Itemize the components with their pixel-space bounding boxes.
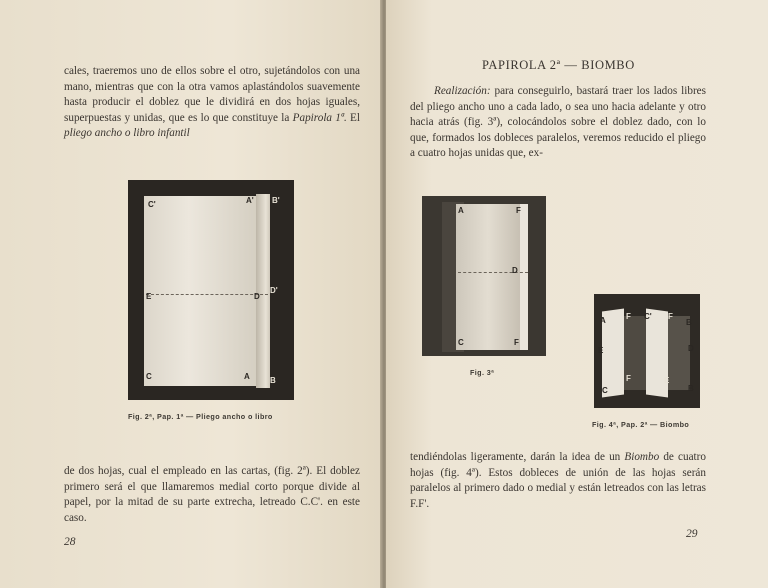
paper-sheet: [456, 204, 520, 350]
fig4-label-f-bottom: F: [626, 374, 631, 383]
fig2-label-b-prime: B': [272, 196, 280, 205]
fig2-label-a: A: [244, 372, 250, 381]
right-bottom-paragraph: tendiéndolas ligeramente, darán la idea de un Biombo de cuatro hojas (fig. 4ª). Estos dobleces de unión de las hojas serán paralelos al primero dado o medial y están letreados con las letras F.F'.: [410, 451, 706, 510]
fig2-label-e: E: [146, 292, 152, 301]
paper-sheet: [144, 196, 256, 386]
right-top-paragraph: Realización: para conseguirlo, bastará traer los lados libres del pliego ancho uno a cada lado, o sea uno hacia adelante y otro hacia atrás (fig. 3ª), colocándolos sobre el doblez dado, con lo que, formados los dobleces paralelos, veremos reducido el pliego a cuatro hojas unidas que, ex-: [410, 85, 706, 160]
fig4-label-b: B: [688, 384, 694, 393]
fig4-label-c: C: [602, 386, 608, 395]
fig3-label-a: A: [458, 206, 464, 215]
fig3-label-f-bottom: F: [514, 338, 519, 347]
figure-4-caption: Fig. 4ª, Pap. 2ª — Biombo: [592, 420, 690, 429]
fig3-label-c: C: [458, 338, 464, 347]
fig4-label-e: E: [664, 376, 670, 385]
fig2-label-d-prime: D': [270, 286, 278, 295]
figure-4-photo: [594, 294, 700, 408]
figure-2-caption: Fig. 2ª, Pap. 1ª — Pliego ancho o libro: [128, 412, 273, 421]
left-bottom-paragraph: de dos hojas, cual el empleado en las cartas, (fig. 2ª). El doblez primero será el que llamaremos medial corto porque divide al papel, por la mitad de su parte extrecha, letreado C.C'. en este caso.: [64, 465, 360, 524]
paper-fold-edge: [256, 194, 270, 388]
chapter-heading: PAPIROLA 2ª — BIOMBO: [482, 58, 635, 72]
fig3-label-d: D: [512, 266, 518, 275]
fig4-label-f-top: F: [668, 312, 673, 321]
screen-panel-4: [668, 316, 690, 390]
fig2-label-a-prime: A': [246, 196, 254, 205]
fig4-label-c-prime: C': [644, 312, 652, 321]
left-page: [0, 0, 382, 588]
fig4-label-e-prime: E: [598, 346, 604, 355]
figure-2-photo: [128, 180, 294, 400]
figure-3-caption: Fig. 3ª: [470, 368, 495, 377]
fig4-label-b-prime: B: [686, 318, 692, 327]
fig2-label-c-prime: C': [148, 200, 156, 209]
right-page: [386, 0, 768, 588]
fig2-label-b: B: [270, 376, 276, 385]
fig4-label-d: D: [688, 344, 694, 353]
fig4-label-f: F: [626, 312, 631, 321]
fig4-label-a: A: [600, 316, 606, 325]
paper-front-flap: [520, 204, 528, 350]
fig2-label-c: C: [146, 372, 152, 381]
fig2-label-d: D: [254, 292, 260, 301]
page-number-right: 29: [686, 528, 698, 540]
figure-3-photo: [422, 196, 546, 356]
left-top-paragraph: cales, traeremos uno de ellos sobre el otro, sujetándolos con una mano, mientras que con la otra vamos aplastándolos suavemente hasta producir el doblez que le dividirá en dos hojas iguales, superpuestas y unidas, que es lo que constituye la Papirola 1ª. El pliego ancho o libro infantil: [64, 65, 361, 140]
medial-fold-line: [146, 294, 268, 295]
fig3-label-f: F: [516, 206, 521, 215]
page-number-left: 28: [64, 536, 76, 548]
